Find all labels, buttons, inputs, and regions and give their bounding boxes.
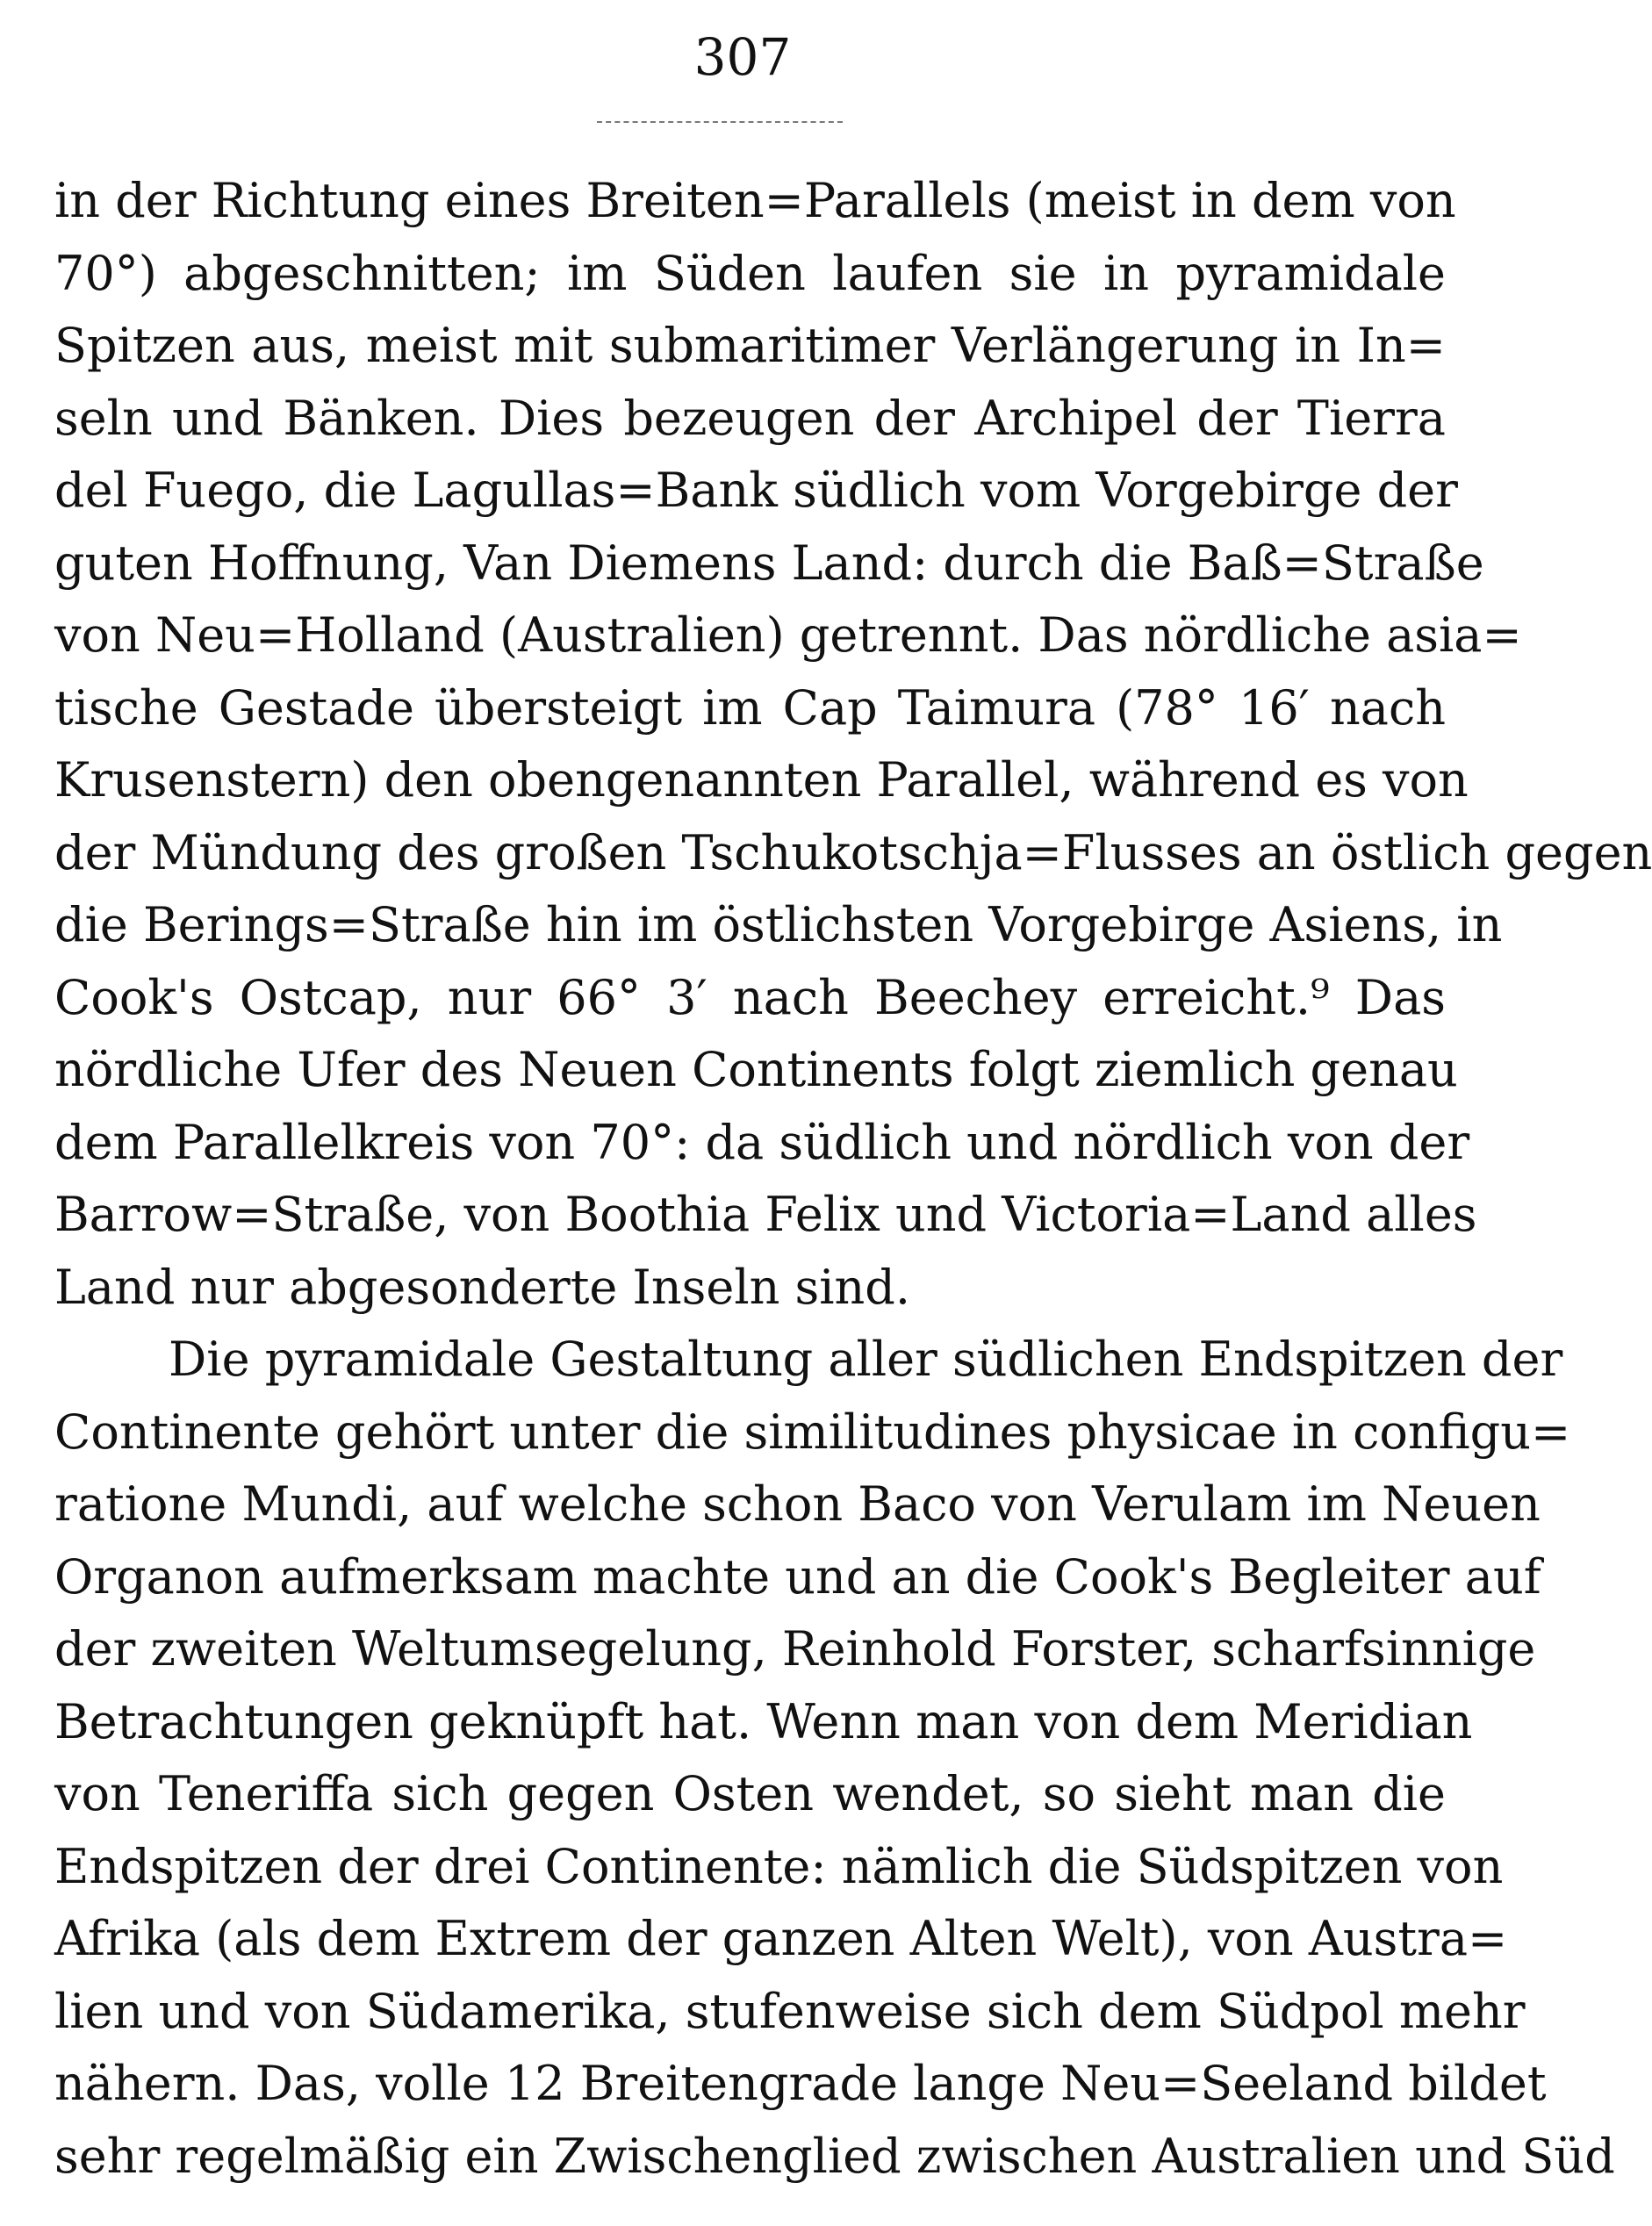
text-line: sehr regelmäßig ein Zwischenglied zwischen Australien und Süd: [54, 2128, 1615, 2184]
text-line: Continente gehört unter die similitudines physicae in configu=: [54, 1404, 1571, 1460]
text-line: seln und Bänken. Dies bezeugen der Archipel der Tierra: [54, 390, 1446, 446]
text-line: von Neu=Holland (Australien) getrennt. Das nördliche asia=: [54, 607, 1522, 663]
text-line: 70°) abgeschnitten; im Süden laufen sie in pyramidale: [54, 245, 1446, 301]
text-line: von Teneriffa sich gegen Osten wendet, so sieht man die: [54, 1766, 1446, 1821]
text-line: Land nur abgesonderte Inseln sind.: [54, 1259, 911, 1315]
text-line: der zweiten Weltumsegelung, Reinhold Forster, scharfsinnige: [54, 1621, 1536, 1677]
text-line: Krusenstern) den obengenannten Parallel, während es von: [54, 752, 1469, 808]
text-line: tische Gestade übersteigt im Cap Taimura (78° 16′ nach: [54, 679, 1446, 736]
text-line: Barrow=Straße, von Boothia Felix und Victoria=Land alles: [54, 1187, 1477, 1242]
text-line: die Berings=Straße hin im östlichsten Vorgebirge Asiens, in: [54, 897, 1503, 952]
text-line: Cook's Ostcap, nur 66° 3′ nach Beechey erreicht.⁹ Das: [54, 969, 1446, 1025]
text-line: der Mündung des großen Tschukotschja=Flusses an östlich gegen: [54, 824, 1652, 880]
text-line: nördliche Ufer des Neuen Continents folgt ziemlich genau: [54, 1042, 1458, 1097]
text-line: Betrachtungen geknüpft hat. Wenn man von dem Meridian: [54, 1693, 1473, 1749]
text-line: dem Parallelkreis von 70°: da südlich und nördlich von der: [54, 1114, 1470, 1170]
text-line: in der Richtung eines Breiten=Parallels (meist in dem von: [54, 173, 1456, 228]
paragraph-2: [54, 1324, 1615, 2193]
text-line: del Fuego, die Lagullas=Bank südlich vom Vorgebirge der: [54, 463, 1458, 518]
text-line: lien und von Südamerika, stufenweise sich dem Südpol mehr: [54, 1983, 1526, 2039]
paragraph-1: [54, 165, 1652, 1324]
text-line: Endspitzen der drei Continente: nämlich die Südspitzen von: [54, 1838, 1504, 1894]
text-line: Organon aufmerksam machte und an die Cook's Begleiter auf: [54, 1548, 1541, 1605]
text-line: Afrika (als dem Extrem der ganzen Alten Welt), von Austra=: [54, 1911, 1508, 1966]
text-line: Die pyramidale Gestaltung aller südlichen Endspitzen der: [169, 1332, 1563, 1387]
page-number: 307: [693, 27, 792, 87]
text-line: nähern. Das, volle 12 Breitengrade lange Neu=Seeland bildet: [54, 2056, 1547, 2111]
text-line: guten Hoffnung, Van Diemens Land: durch die Baß=Straße: [54, 535, 1484, 591]
text-line: ratione Mundi, auf welche schon Baco von Verulam im Neuen: [54, 1476, 1541, 1532]
text-line: Spitzen aus, meist mit submaritimer Verlängerung in In=: [54, 318, 1446, 373]
body-text: [54, 165, 1652, 2193]
header-rule: [597, 121, 843, 123]
